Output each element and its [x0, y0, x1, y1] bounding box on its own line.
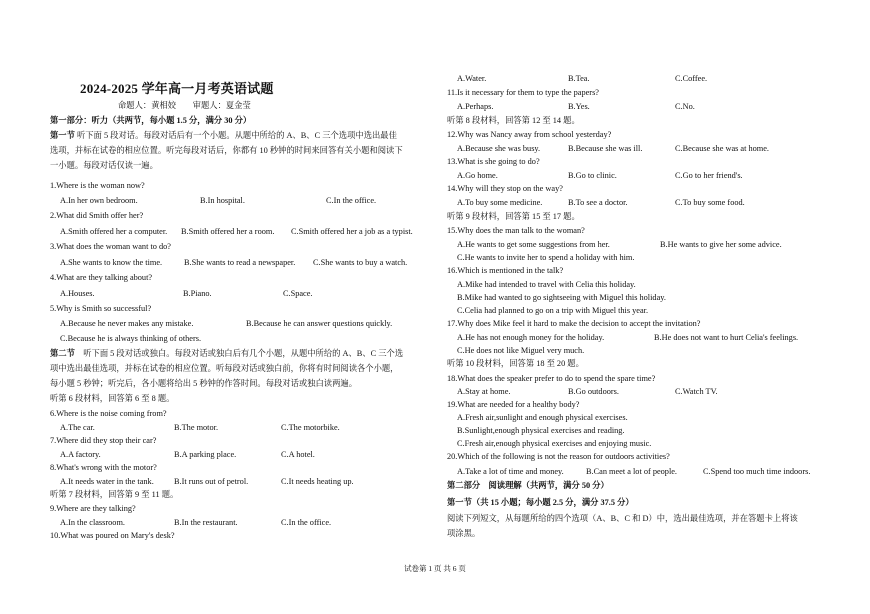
- option-1b: B.In hospital.: [200, 196, 245, 205]
- option-12b: B.Because she was ill.: [568, 144, 643, 153]
- section2-label: 第二节: [50, 349, 75, 358]
- material-7: 听第 7 段材料，回答第 9 至 11 题。: [50, 490, 179, 499]
- option-3a: A.She wants to know the time.: [60, 258, 163, 267]
- option-7c: C.A hotel.: [281, 450, 315, 459]
- question-4: 4.What are they talking about?: [50, 273, 153, 282]
- question-20: 20.Which of the following is not the reason for outdoors activities?: [447, 452, 670, 461]
- option-5a: A.Because he never makes any mistake.: [60, 319, 194, 328]
- page-footer: 试卷第 1 页 共 6 页: [404, 564, 466, 573]
- option-9c: C.In the office.: [281, 518, 332, 527]
- option-6c: C.The motorbike.: [281, 423, 340, 432]
- option-18b: B.Go outdoors.: [568, 387, 619, 396]
- option-10b: B.Tea.: [568, 74, 590, 83]
- option-6a: A.The car.: [60, 423, 95, 432]
- question-11: 11.Is it necessary for them to type the papers?: [447, 88, 599, 97]
- question-7: 7.Where did they stop their car?: [50, 436, 157, 445]
- question-6: 6.Where is the noise coming from?: [50, 409, 167, 418]
- option-14c: C.To buy some food.: [675, 198, 745, 207]
- question-15: 15.Why does the man talk to the woman?: [447, 226, 585, 235]
- option-15c: C.He wants to invite her to spend a holiday with him.: [457, 253, 635, 262]
- option-3c: C.She wants to buy a watch.: [313, 258, 408, 267]
- option-16c: C.Celia had planned to go on a trip with Miguel this year.: [457, 306, 649, 315]
- section1-line3: 一小题。每段对话仅读一遍。: [50, 161, 158, 170]
- question-13: 13.What is she going to do?: [447, 157, 540, 166]
- section2-line3: 每小题 5 秒钟；听完后，各小题将给出 5 秒钟的作答时间。每段对话或独白读两遍。: [50, 379, 357, 388]
- option-11a: A.Perhaps.: [457, 102, 494, 111]
- question-9: 9.Where are they talking?: [50, 504, 136, 513]
- option-19c: C.Fresh air,enough physical exercises and enjoying music.: [457, 439, 652, 448]
- option-5c: C.Because he is always thinking of others.: [60, 334, 202, 343]
- material-6: 听第 6 段材料，回答第 6 至 8 题。: [50, 394, 175, 403]
- option-9b: B.In the restaurant.: [174, 518, 238, 527]
- question-10: 10.What was poured on Mary's desk?: [50, 531, 175, 540]
- option-4c: C.Space.: [283, 289, 313, 298]
- question-1: 1.Where is the woman now?: [50, 181, 145, 190]
- option-11b: B.Yes.: [568, 102, 590, 111]
- option-11c: C.No.: [675, 102, 695, 111]
- option-8a: A.It needs water in the tank.: [60, 477, 154, 486]
- option-3b: B.She wants to read a newspaper.: [184, 258, 296, 267]
- section2-line1: 听下面 5 段对话或独白。每段对话或独白后有几个小题，从题中所给的 A、B、C 三个选: [83, 349, 404, 358]
- option-8b: B.It runs out of petrol.: [174, 477, 249, 486]
- material-8: 听第 8 段材料，回答第 12 至 14 题。: [447, 116, 580, 125]
- question-8: 8.What's wrong with the motor?: [50, 463, 157, 472]
- question-19: 19.What are needed for a healthy body?: [447, 400, 580, 409]
- option-14a: A.To buy some medicine.: [457, 198, 543, 207]
- option-14b: B.To see a doctor.: [568, 198, 628, 207]
- question-12: 12.Why was Nancy away from school yesterday?: [447, 130, 612, 139]
- question-5: 5.Why is Smith so successful?: [50, 304, 152, 313]
- part2-instructions-line2: 项涂黑。: [447, 529, 481, 538]
- option-10c: C.Coffee.: [675, 74, 708, 83]
- option-17c: C.He does not like Miguel very much.: [457, 346, 585, 355]
- part2-heading: 第二部分 阅读理解（共两节，满分 50 分）: [447, 481, 609, 490]
- question-16: 16.Which is mentioned in the talk?: [447, 266, 564, 275]
- option-13c: C.Go to her friend's.: [675, 171, 743, 180]
- part2-section1-heading: 第一节（共 15 小题；每小题 2.5 分，满分 37.5 分）: [447, 498, 634, 507]
- option-6b: B.The motor.: [174, 423, 219, 432]
- section1-line1: 听下面 5 段对话。每段对话后有一个小题。从题中所给的 A、B、C 三个选项中选出最佳: [76, 131, 397, 140]
- exam-authors: 命题人：黄相姣 审题人：夏金莹: [118, 101, 251, 110]
- question-17: 17.Why does Mike feel it hard to make the decision to accept the invitation?: [447, 319, 701, 328]
- option-1c: C.In the office.: [326, 196, 377, 205]
- question-14: 14.Why will they stop on the way?: [447, 184, 563, 193]
- option-19b: B.Sunlight,enough physical exercises and reading.: [457, 426, 625, 435]
- option-1a: A.In her own bedroom.: [60, 196, 138, 205]
- option-15a: A.He wants to get some suggestions from her.: [457, 240, 610, 249]
- section2-line2: 项中选出最佳选项，并标在试卷的相应位置。听每段对话或独白前，你将有时间阅读各个小题，: [50, 364, 399, 373]
- option-20a: A.Take a lot of time and money.: [457, 467, 564, 476]
- part1-heading: 第一部分：听力（共两节，每小题 1.5 分，满分 30 分）: [50, 116, 252, 125]
- option-20c: C.Spend too much time indoors.: [703, 467, 811, 476]
- question-3: 3.What does the woman want to do?: [50, 242, 171, 251]
- question-18: 18.What does the speaker prefer to do to spend the spare time?: [447, 374, 656, 383]
- option-7a: A.A factory.: [60, 450, 101, 459]
- material-9: 听第 9 段材料，回答第 15 至 17 题。: [447, 212, 580, 221]
- option-2b: B.Smith offered her a room.: [181, 227, 275, 236]
- option-4a: A.Houses.: [60, 289, 95, 298]
- question-2: 2.What did Smith offer her?: [50, 211, 144, 220]
- section1-instructions: [50, 130, 397, 141]
- option-9a: A.In the classroom.: [60, 518, 125, 527]
- option-20b: B.Can meet a lot of people.: [586, 467, 678, 476]
- option-18c: C.Watch TV.: [675, 387, 718, 396]
- option-19a: A.Fresh air,sunlight and enough physical exercises.: [457, 413, 628, 422]
- section1-line2: 选项，并标在试卷的相应位置。听完每段对话后，你都有 10 秒钟的时间来回答有关小题和阅读下: [50, 146, 403, 155]
- section1-label: 第一节: [50, 131, 75, 140]
- option-13a: A.Go home.: [457, 171, 498, 180]
- option-4b: B.Piano.: [183, 289, 212, 298]
- option-17a: A.He has not enough money for the holiday.: [457, 333, 605, 342]
- part2-instructions-line1: 阅读下列短文，从每题所给的四个选项（A、B、C 和 D）中，选出最佳选项，并在答题卡上将该: [447, 514, 798, 523]
- section2-instructions: [50, 348, 403, 359]
- option-12c: C.Because she was at home.: [675, 144, 770, 153]
- option-8c: C.It needs heating up.: [281, 477, 354, 486]
- option-10a: A.Water.: [457, 74, 487, 83]
- option-18a: A.Stay at home.: [457, 387, 511, 396]
- option-16a: A.Mike had intended to travel with Celia this holiday.: [457, 280, 636, 289]
- option-15b: B.He wants to give her some advice.: [660, 240, 782, 249]
- option-12a: A.Because she was busy.: [457, 144, 541, 153]
- option-16b: B.Mike had wanted to go sightseeing with Miguel this holiday.: [457, 293, 666, 302]
- option-17b: B.He does not want to hurt Celia's feelings.: [654, 333, 799, 342]
- material-10: 听第 10 段材料，回答第 18 至 20 题。: [447, 359, 584, 368]
- option-5b: B.Because he can answer questions quickly.: [246, 319, 393, 328]
- option-2c: C.Smith offered her a job as a typist.: [291, 227, 413, 236]
- option-7b: B.A parking place.: [174, 450, 237, 459]
- exam-title: 2024-2025 学年高一月考英语试题: [80, 81, 274, 96]
- option-13b: B.Go to clinic.: [568, 171, 617, 180]
- option-2a: A.Smith offered her a computer.: [60, 227, 168, 236]
